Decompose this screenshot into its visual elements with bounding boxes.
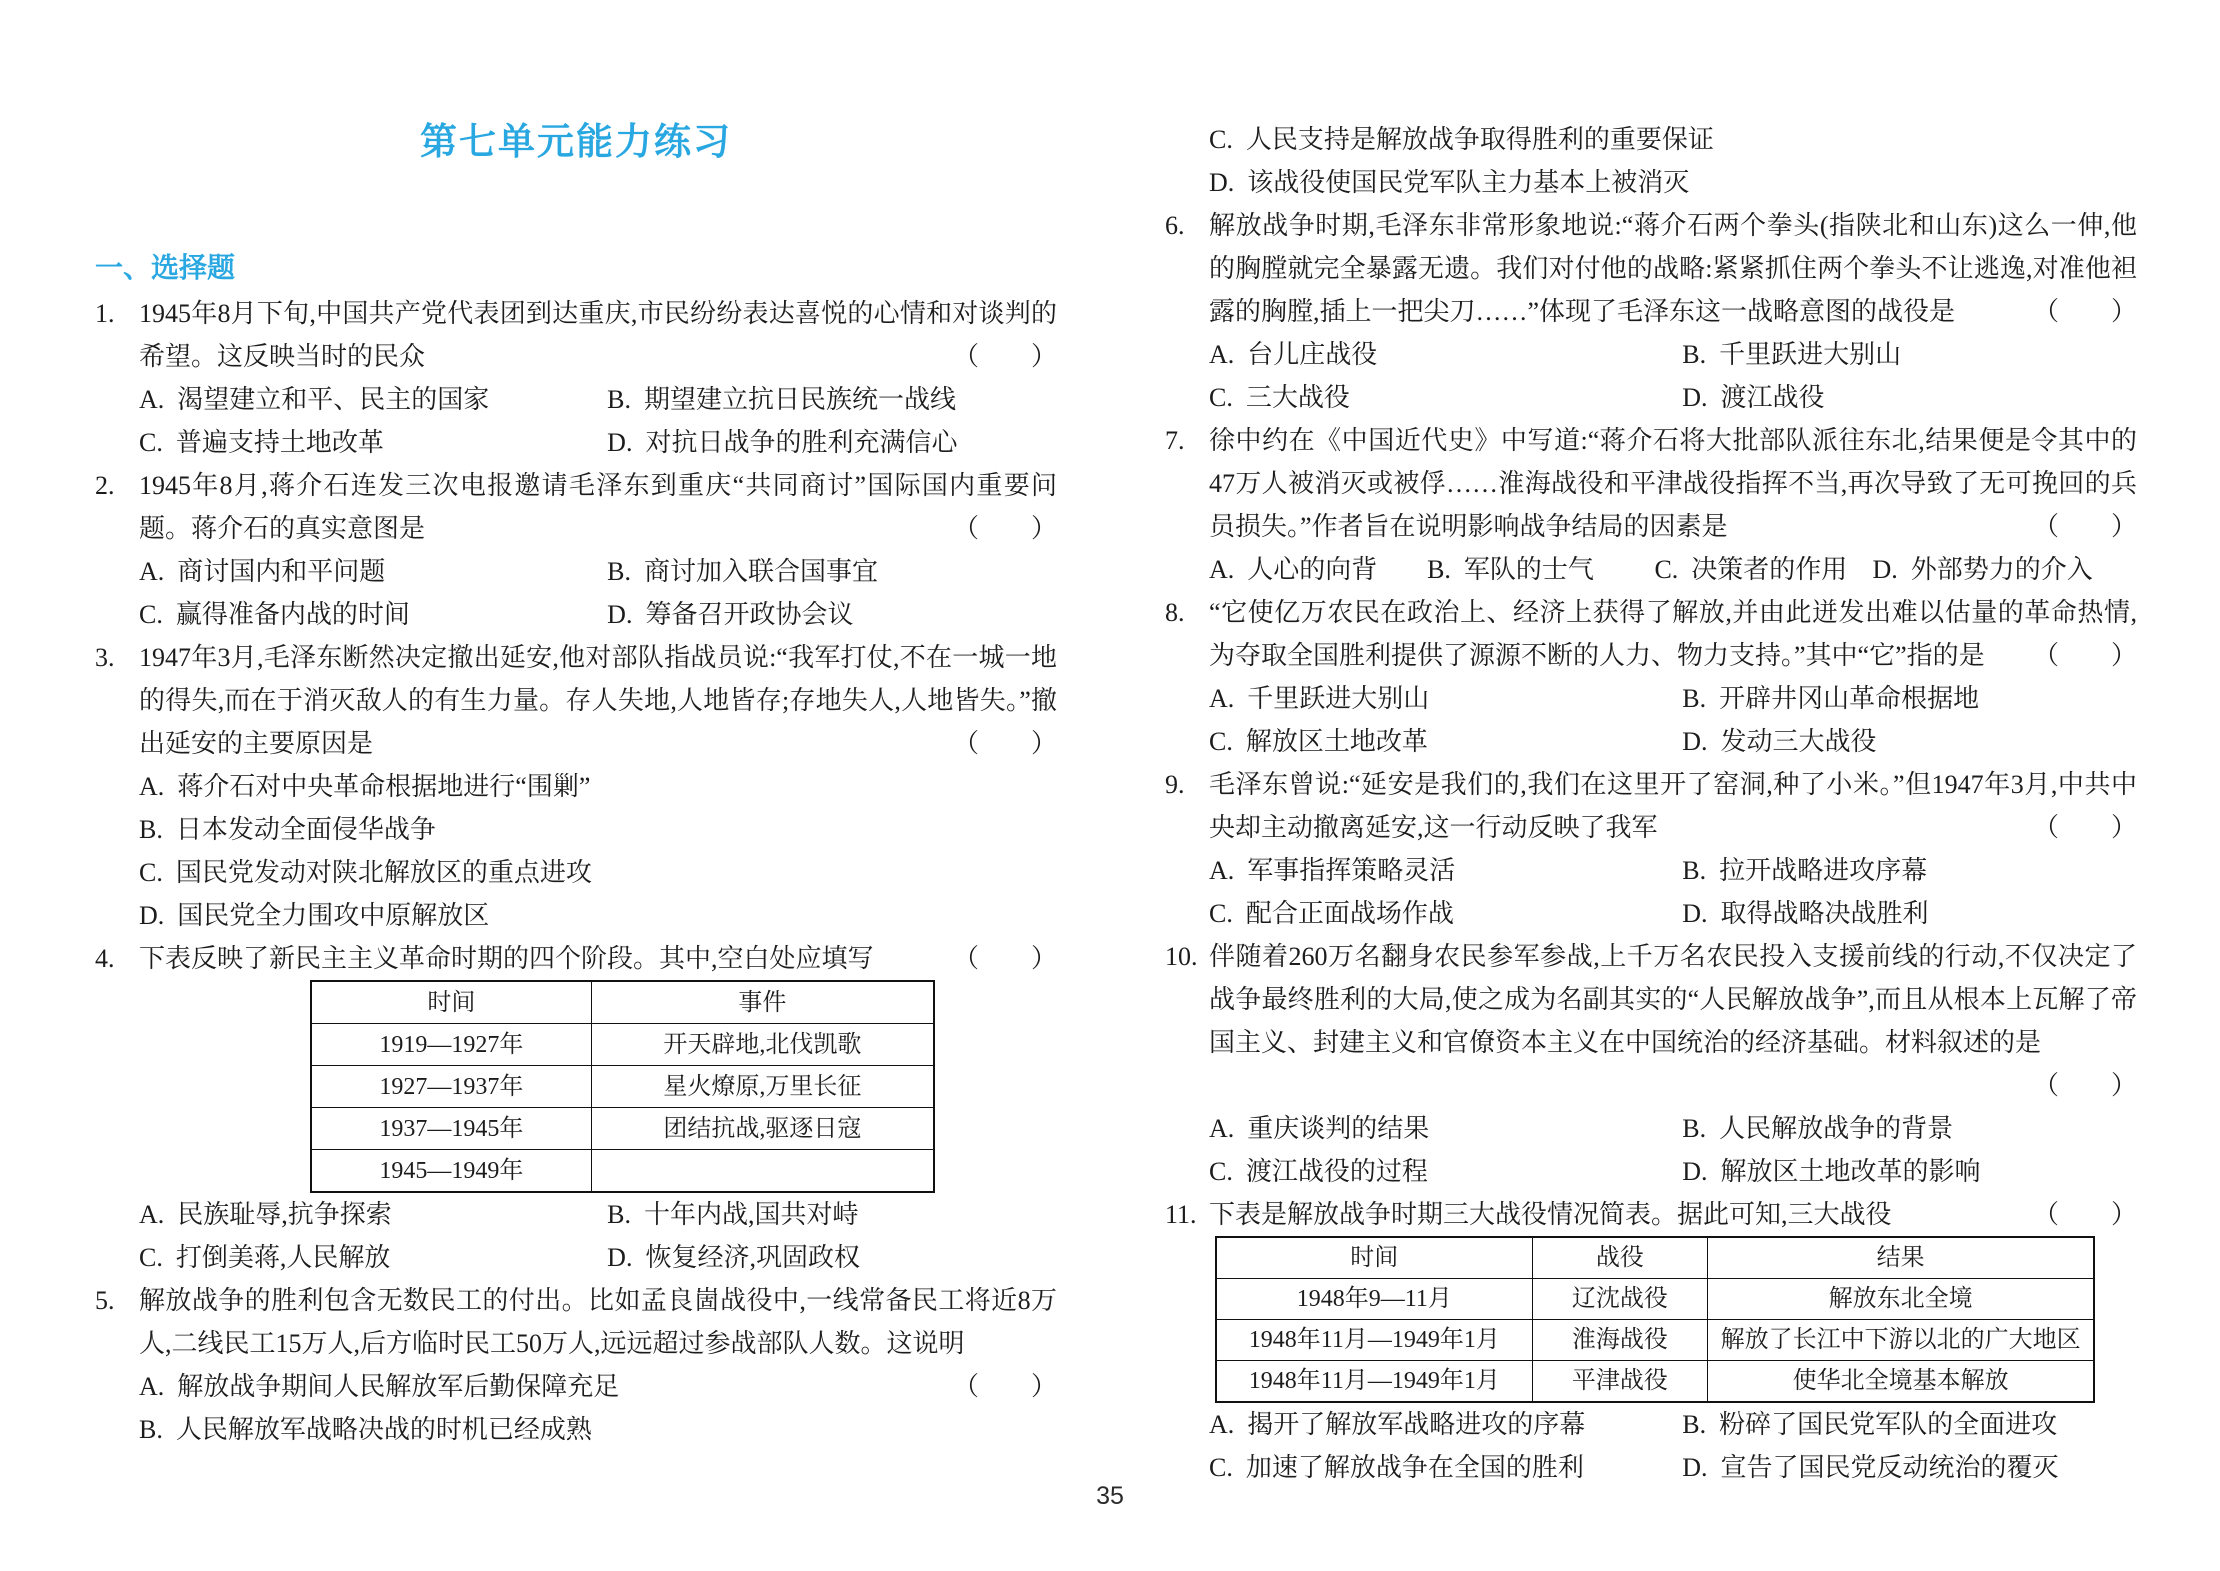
option-label: C. [139, 1243, 163, 1272]
data-table [1215, 1236, 2095, 1403]
table-cell: 团结抗战,驱逐日寇 [591, 1108, 934, 1150]
table-cell: 1948年9—11月 [1216, 1279, 1532, 1320]
answer-bracket: （ ） [2032, 641, 2137, 670]
table-header-cell: 时间 [1216, 1237, 1532, 1279]
option-text: 千里跃进大别山 [1719, 340, 1902, 369]
options-group [1165, 333, 2137, 419]
table-cell: 解放东北全境 [1708, 1279, 2094, 1320]
question-text: “它使亿万农民在政治上、经济上获得了解放,并由此迸发出难以估量的革命热情,为夺取全国胜利提供了源源不断的人力、物力支持。”其中“它”指的是 [1209, 598, 2137, 670]
page-number: 35 [1096, 1482, 1124, 1510]
question-number: 11. [1165, 1200, 1197, 1229]
options-group [95, 1365, 1057, 1451]
answer-bracket: （ ） [952, 342, 1057, 371]
table-cell [591, 1150, 934, 1193]
table-cell: 1937—1945年 [311, 1108, 591, 1150]
question-number: 4. [95, 944, 115, 973]
table-row [1216, 1320, 2094, 1361]
options-group [95, 765, 1057, 937]
option-B [607, 550, 1057, 593]
option-text: 打倒美蒋,人民解放 [175, 1243, 391, 1272]
option-D [607, 593, 1057, 636]
option-label: A. [139, 557, 165, 586]
options-group [1165, 677, 2137, 763]
option-C [139, 421, 607, 464]
question-11 [1165, 1193, 2137, 1489]
option-label: D. [1682, 1453, 1708, 1482]
table-row [311, 1150, 934, 1193]
table-cell: 淮海战役 [1532, 1320, 1708, 1361]
option-B [1682, 1403, 2137, 1446]
option-B [139, 1408, 1057, 1451]
table-cell: 1945—1949年 [311, 1150, 591, 1193]
option-label: B. [139, 1415, 163, 1444]
option-B [607, 378, 1057, 421]
question-number: 8. [1165, 598, 1185, 627]
question-text: 解放战争时期,毛泽东非常形象地说:“蒋介石两个拳头(指陕北和山东)这么一伸,他的胸膛就完全暴露无遗。我们对付他的战略:紧紧抓住两个拳头不让逃逸,对准他袒露的胸膛,插上一把尖刀……”体现了毛泽东这一战略意图的战役是 [1209, 211, 2137, 326]
option-label: A. [139, 772, 165, 801]
option-D [1682, 720, 2137, 763]
option-label: B. [1682, 1410, 1707, 1439]
option-C [1209, 1150, 1682, 1193]
option-text: 加速了解放战争在全国的胜利 [1245, 1453, 1584, 1482]
option-label: C. [1209, 125, 1233, 154]
option-text: 蒋介石对中央革命根据地进行“围剿” [177, 772, 591, 801]
option-text: 人民解放战争的背景 [1719, 1114, 1954, 1143]
option-text: 人心的向背 [1247, 555, 1378, 584]
option-label: B. [1682, 684, 1707, 713]
option-text: 军队的士气 [1463, 555, 1594, 584]
option-label: C. [1209, 1453, 1233, 1482]
option-text: 外部势力的介入 [1910, 555, 2093, 584]
option-C [1209, 892, 1682, 935]
option-D [607, 1236, 1057, 1279]
question-8 [1165, 591, 2137, 763]
option-label: D. [1682, 383, 1708, 412]
question-stem [95, 292, 1057, 378]
question-stem [1165, 935, 2137, 1064]
answer-bracket: （ ） [2032, 297, 2137, 326]
option-label: A. [1209, 340, 1235, 369]
table-row [1216, 1361, 2094, 1403]
option-text: 开辟井冈山革命根据地 [1719, 684, 1980, 713]
option-label: A. [1209, 1114, 1235, 1143]
option-D [1209, 161, 2137, 204]
table-header-cell: 时间 [311, 981, 591, 1024]
question-stem [95, 636, 1057, 765]
question-stem [1165, 763, 2137, 849]
option-text: 民族耻辱,抗争探索 [177, 1200, 392, 1229]
option-label: C. [1209, 1157, 1233, 1186]
option-label: B. [1427, 555, 1451, 584]
question-number: 7. [1165, 426, 1185, 455]
option-A [1209, 849, 1682, 892]
option-D [1682, 1150, 2137, 1193]
option-label: C. [139, 858, 163, 887]
table-row [1216, 1279, 2094, 1320]
options-group [95, 550, 1057, 636]
option-A [1209, 1107, 1682, 1150]
table-header-cell: 战役 [1532, 1237, 1708, 1279]
question-stem [1165, 591, 2137, 677]
option-label: D. [607, 1243, 633, 1272]
option-label: D. [1682, 1157, 1708, 1186]
options-group [1165, 548, 2137, 591]
options-group [1165, 1107, 2137, 1193]
option-B [1682, 333, 2137, 376]
option-label: B. [1682, 340, 1707, 369]
option-label: A. [139, 385, 165, 414]
option-text: 商讨国内和平问题 [177, 557, 386, 586]
question-1 [95, 292, 1057, 464]
option-A [139, 378, 607, 421]
option-text: 决策者的作用 [1691, 555, 1848, 584]
option-label: B. [139, 815, 163, 844]
table-row [311, 1108, 934, 1150]
option-label: D. [1682, 899, 1708, 928]
question-3 [95, 636, 1057, 937]
option-label: B. [607, 557, 632, 586]
option-label: A. [1209, 555, 1235, 584]
option-A [1209, 1403, 1682, 1446]
option-label: C. [139, 600, 163, 629]
question-text: 解放战争的胜利包含无数民工的付出。比如孟良崮战役中,一线常备民工将近8万人,二线民工15万人,后方临时民工50万人,远远超过参战部队人数。这说明 [139, 1286, 1057, 1358]
question-4 [95, 937, 1057, 1279]
option-text: 商讨加入联合国事宜 [644, 557, 879, 586]
question-number: 3. [95, 643, 115, 672]
option-text: 发动三大战役 [1720, 727, 1877, 756]
question-2 [95, 464, 1057, 636]
right-column [1165, 112, 2137, 1489]
data-table [310, 980, 935, 1193]
table-cell: 1919—1927年 [311, 1024, 591, 1066]
option-A [1209, 677, 1682, 720]
question-stem [95, 937, 1057, 980]
option-label: A. [1209, 856, 1235, 885]
table-row [311, 1024, 934, 1066]
option-label: A. [1209, 684, 1235, 713]
option-C [1654, 548, 1872, 591]
option-label: D. [139, 901, 165, 930]
section-header: 一、选择题 [95, 252, 236, 283]
option-label: C. [1654, 555, 1679, 584]
question-number: 9. [1165, 770, 1185, 799]
option-text: 宣告了国民党反动统治的覆灭 [1720, 1453, 2059, 1482]
option-C [139, 1236, 607, 1279]
table-header-cell: 结果 [1708, 1237, 2094, 1279]
option-A [139, 765, 1057, 808]
question-6 [1165, 204, 2137, 419]
option-text: 揭开了解放军战略进攻的序幕 [1247, 1410, 1586, 1439]
table-cell: 平津战役 [1532, 1361, 1708, 1403]
option-label: C. [139, 428, 163, 457]
question-9 [1165, 763, 2137, 935]
option-C [139, 851, 1057, 894]
option-D [1873, 548, 2137, 591]
table-cell: 1948年11月—1949年1月 [1216, 1361, 1532, 1403]
option-text: 国民党全力围攻中原解放区 [177, 901, 490, 930]
answer-bracket: （ ） [952, 944, 1057, 973]
answer-bracket: （ ） [2032, 1071, 2137, 1100]
option-text: 解放战争期间人民解放军后勤保障充足 [177, 1372, 620, 1401]
option-text: 期望建立抗日民族统一战线 [644, 385, 957, 414]
option-C [1209, 376, 1682, 419]
question-stem [1165, 204, 2137, 333]
option-B [607, 1193, 1057, 1236]
option-B [139, 808, 1057, 851]
table-cell: 使华北全境基本解放 [1708, 1361, 2094, 1403]
page-title: 第七单元能力练习 [420, 121, 732, 162]
option-text: 该战役使国民党军队主力基本上被消灭 [1247, 168, 1690, 197]
answer-bracket: （ ） [2032, 1200, 2137, 1229]
option-label: D. [1872, 555, 1898, 584]
answer-bracket: （ ） [2032, 512, 2137, 541]
option-label: D. [607, 428, 633, 457]
option-label: A. [1209, 1410, 1235, 1439]
option-A [139, 550, 607, 593]
option-label: D. [607, 600, 633, 629]
question-number: 5. [95, 1286, 115, 1315]
table-cell: 解放了长江中下游以北的广大地区 [1708, 1320, 2094, 1361]
option-label: A. [139, 1372, 165, 1401]
table-cell: 星火燎原,万里长征 [591, 1066, 934, 1108]
option-label: C. [1209, 383, 1233, 412]
question-text: 1947年3月,毛泽东断然决定撤出延安,他对部队指战员说:“我军打仗,不在一城一地的得失,而在于消灭敌人的有生力量。存人失地,人地皆存;存地失人,人地皆失。”撤出延安的主要原因是 [139, 643, 1057, 758]
option-text: 解放区土地改革的影响 [1720, 1157, 1981, 1186]
options-group [1165, 1403, 2137, 1489]
question-stem [1165, 419, 2137, 548]
table-cell: 1927—1937年 [311, 1066, 591, 1108]
question-stem [1165, 1193, 2137, 1236]
options-group [1165, 118, 2137, 204]
options-group [95, 1193, 1057, 1279]
table-cell: 1948年11月—1949年1月 [1216, 1320, 1532, 1361]
option-B [1682, 849, 2137, 892]
question-text: 下表是解放战争时期三大战役情况简表。据此可知,三大战役 [1209, 1200, 1892, 1229]
option-text: 筹备召开政协会议 [645, 600, 854, 629]
option-B [1682, 677, 2137, 720]
option-label: B. [1682, 1114, 1707, 1143]
option-text: 台儿庄战役 [1247, 340, 1378, 369]
question-number: 1. [95, 299, 115, 328]
option-label: B. [607, 385, 632, 414]
table-header-row [311, 981, 934, 1024]
table-cell: 辽沈战役 [1532, 1279, 1708, 1320]
option-text: 日本发动全面侵华战争 [175, 815, 436, 844]
answer-bracket: （ ） [952, 729, 1057, 758]
table-header-cell: 事件 [591, 981, 934, 1024]
question-10 [1165, 935, 2137, 1193]
option-text: 十年内战,国共对峙 [644, 1200, 859, 1229]
option-text: 军事指挥策略灵活 [1247, 856, 1456, 885]
option-label: B. [607, 1200, 632, 1229]
option-text: 千里跃进大别山 [1247, 684, 1430, 713]
option-label: B. [1682, 856, 1707, 885]
option-text: 拉开战略进攻序幕 [1719, 856, 1928, 885]
question-text: 1945年8月,蒋介石连发三次电报邀请毛泽东到重庆“共同商讨”国际国内重要问题。蒋介石的真实意图是 [139, 471, 1057, 543]
table-row [311, 1066, 934, 1108]
right-column-questions [1165, 118, 2137, 1489]
option-B [1682, 1107, 2137, 1150]
option-text: 重庆谈判的结果 [1247, 1114, 1430, 1143]
question-text: 下表反映了新民主主义革命时期的四个阶段。其中,空白处应填写 [139, 944, 874, 973]
question-5 [95, 1279, 1057, 1451]
option-label: C. [1209, 727, 1233, 756]
option-text: 解放区土地改革 [1245, 727, 1428, 756]
option-text: 普遍支持土地改革 [175, 428, 384, 457]
left-column [95, 0, 1057, 1451]
option-text: 三大战役 [1245, 383, 1350, 412]
option-B [1427, 548, 1654, 591]
options-group [95, 378, 1057, 464]
option-D [139, 894, 1057, 937]
option-text: 赢得准备内战的时间 [175, 600, 410, 629]
option-C [139, 593, 607, 636]
option-D [607, 421, 1057, 464]
answer-bracket: （ ） [952, 1372, 1057, 1401]
option-D [1682, 376, 2137, 419]
option-text: 恢复经济,巩固政权 [645, 1243, 860, 1272]
option-A [139, 1193, 607, 1236]
question-text: 毛泽东曾说:“延安是我们的,我们在这里开了窑洞,种了小米。”但1947年3月,中共中央却主动撤离延安,这一行动反映了我军 [1209, 770, 2137, 842]
option-label: D. [1209, 168, 1235, 197]
option-C [1209, 720, 1682, 763]
option-text: 人民解放军战略决战的时机已经成熟 [175, 1415, 592, 1444]
option-text: 人民支持是解放战争取得胜利的重要保证 [1245, 125, 1714, 154]
option-text: 配合正面战场作战 [1245, 899, 1454, 928]
answer-bracket: （ ） [2032, 813, 2137, 842]
option-text: 渡江战役的过程 [1245, 1157, 1428, 1186]
question-text: 徐中约在《中国近代史》中写道:“蒋介石将大批部队派往东北,结果便是令其中的47万人被消灭或被俘……淮海战役和平津战役指挥不当,再次导致了无可挽回的兵员损失。”作者旨在说明影响战争结局的因素是 [1209, 426, 2137, 541]
option-A [139, 1365, 1057, 1408]
question-7 [1165, 419, 2137, 591]
option-text: 渴望建立和平、民主的国家 [177, 385, 490, 414]
question-number: 6. [1165, 211, 1185, 240]
option-text: 国民党发动对陕北解放区的重点进攻 [175, 858, 592, 887]
option-label: A. [139, 1200, 165, 1229]
options-group [1165, 849, 2137, 935]
option-A [1209, 548, 1427, 591]
option-text: 取得战略决战胜利 [1720, 899, 1929, 928]
question-stem [95, 464, 1057, 550]
answer-bracket: （ ） [952, 514, 1057, 543]
left-column-questions [95, 292, 1057, 1451]
option-label: C. [1209, 899, 1233, 928]
table-header-row [1216, 1237, 2094, 1279]
option-text: 对抗日战争的胜利充满信心 [645, 428, 958, 457]
option-D [1682, 892, 2137, 935]
question-number: 2. [95, 471, 115, 500]
option-A [1209, 333, 1682, 376]
question-text: 1945年8月下旬,中国共产党代表团到达重庆,市民纷纷表达喜悦的心情和对谈判的希望。这反映当时的民众 [139, 299, 1057, 371]
option-C [1209, 118, 2137, 161]
question-number: 10. [1165, 942, 1198, 971]
table-cell: 开天辟地,北伐凯歌 [591, 1024, 934, 1066]
option-text: 粉碎了国民党军队的全面进攻 [1719, 1410, 2058, 1439]
option-label: D. [1682, 727, 1708, 756]
option-text: 渡江战役 [1720, 383, 1825, 412]
question-text: 伴随着260万名翻身农民参军参战,上千万名农民投入支援前线的行动,不仅决定了战争最终胜利的大局,使之成为名副其实的“人民解放战争”,而且从根本上瓦解了帝国主义、封建主义和官僚资本主义在中国统治的经济基础。材料叙述的是 [1209, 942, 2137, 1057]
